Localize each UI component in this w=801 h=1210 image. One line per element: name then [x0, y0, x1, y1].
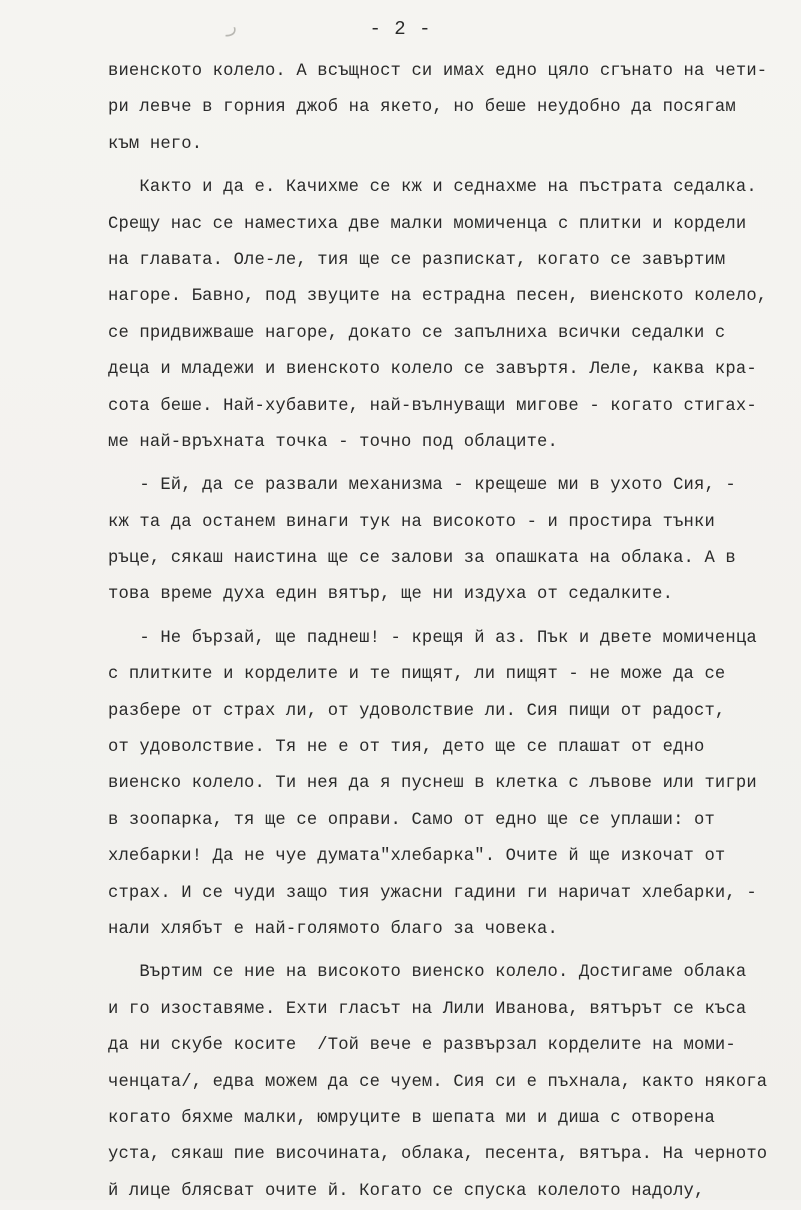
paragraph-gap	[108, 948, 798, 955]
text-line: хлебарки! Да не чуе думата"хлебарка". Очите й ще изкочат от	[108, 847, 726, 867]
text-line: към него.	[108, 134, 203, 154]
paragraph-gap	[108, 614, 798, 621]
text-line: с плитките и корделите и те пищят, ли пищят - не може да се	[108, 665, 726, 685]
text-line: Както и да е. Качихме се кж и седнахме на пъстрата седалка.	[108, 178, 757, 198]
text-line: от удоволствие. Тя не е от тия, дето ще се плашат от едно	[108, 738, 705, 758]
text-line: това време духа един вятър, ще ни издуха от седалките.	[108, 585, 674, 605]
text-line: се придвижваше нагоре, докато се запълниха всички седалки с	[108, 323, 726, 343]
text-line: когато бяхме малки, юмруците в шепата ми и диша с отворена	[108, 1108, 715, 1128]
typed-text-body	[108, 54, 798, 1210]
text-line: виенското колело. А всъщност си имах едно цяло сгънато на чети-	[108, 62, 768, 81]
text-line: - Не бързай, ще паднеш! - крещя й аз. Пък и двете момиченца	[108, 628, 757, 648]
text-line: кж та да останем винаги тук на високото - и простира тънки	[108, 512, 715, 532]
page-number: - 2 -	[369, 18, 432, 40]
paragraph-gap	[108, 461, 798, 468]
text-line: нагоре. Бавно, под звуците на естрадна песен, виенското колело,	[108, 287, 768, 307]
text-line: в зоопарка, тя ще се оправи. Само от едно ще се уплаши: от	[108, 810, 715, 830]
text-line: ри левче в горния джоб на якето, но беше неудобно да посягам	[108, 98, 736, 118]
text-line: Въртим се ние на високото виенско колело. Достигаме облака	[108, 963, 747, 983]
text-line: ченцата/, едва можем да се чуем. Сия си е пъхнала, както някога	[108, 1072, 768, 1092]
text-line: разбере от страх ли, от удоволствие ли. Сия пищи от радост,	[108, 701, 726, 721]
text-line: уста, сякаш пие височината, облака, песента, вятъра. На черното	[108, 1145, 768, 1165]
text-line: и го изоставяме. Ехти гласът на Лили Иванова, вятърът се къса	[108, 999, 747, 1019]
text-line: ме най-връхната точка - точно под облаците.	[108, 432, 558, 452]
text-line: виенско колело. Ти нея да я пуснеш в клетка с лъвове или тигри	[108, 774, 757, 794]
text-line: деца и младежи и виенското колело се завъртя. Леле, каква кра-	[108, 360, 757, 380]
text-line: Срещу нас се наместиха две малки момиченца с плитки и кордели	[108, 214, 747, 234]
text-line: страх. И се чуди защо тия ужасни гадини ги наричат хлебарки, -	[108, 883, 757, 903]
pencil-mark-icon: ﺭ	[226, 18, 237, 38]
text-line: да ни скубе косите /Той вече е развързал корделите на моми-	[108, 1036, 736, 1056]
text-line: сота беше. Най-хубавите, най-вълнуващи мигове - когато стигах-	[108, 396, 757, 416]
text-line: ръце, сякаш наистина ще се залови за опашката на облака. А в	[108, 549, 736, 569]
text-line: на главата. Оле-ле, тия ще се разпискат, когато се завъртим	[108, 250, 726, 270]
text-line: нали хлябът е най-голямото благо за човека.	[108, 919, 558, 939]
text-line: й лице блясват очите й. Когато се спуска колелото надолу,	[108, 1181, 705, 1201]
text-line: - Ей, да се развали механизма - крещеше ми в ухото Сия, -	[108, 476, 736, 496]
paragraph-gap	[108, 163, 798, 170]
